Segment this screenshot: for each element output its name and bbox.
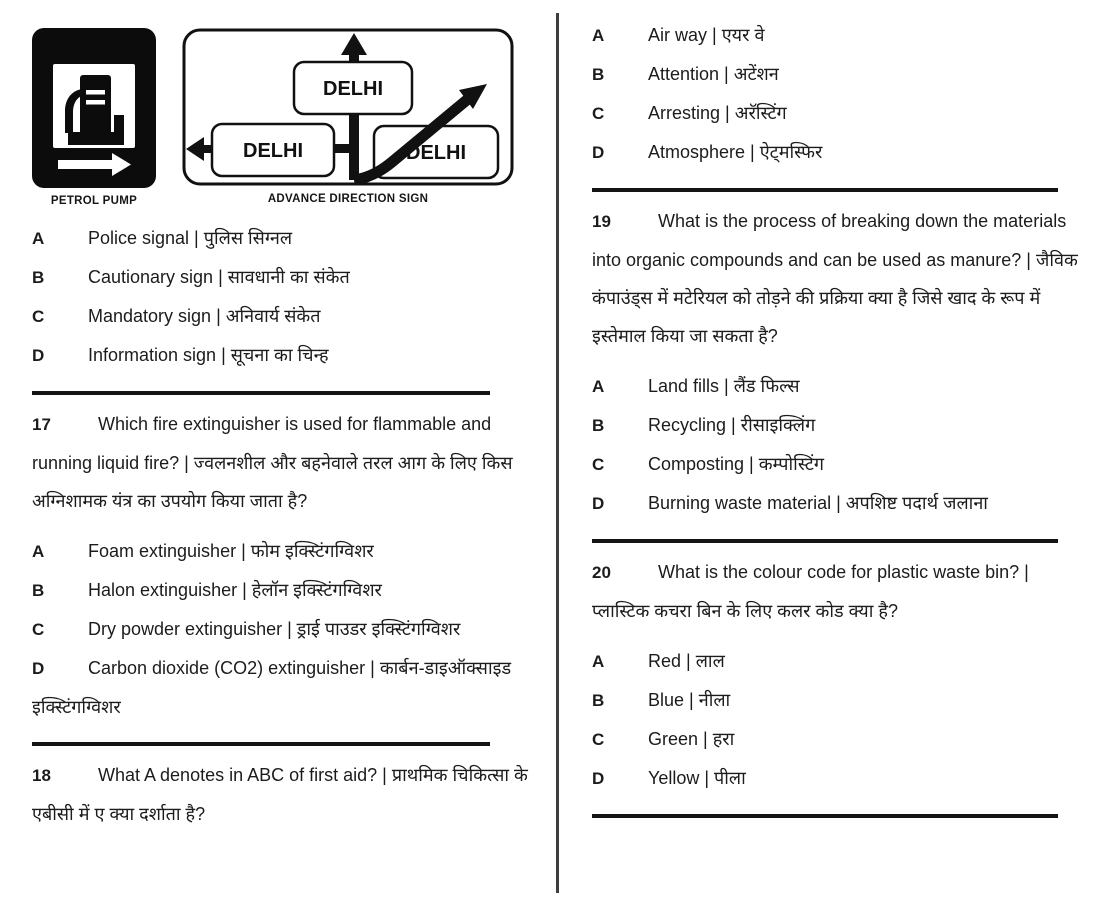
question-text: Which fire extinguisher is used for flammable and running liquid fire? | ज्वलनशील और बहनेवाले तरल आग के लिए किस अग्निशामक यंत्र का उपयोग किया जाता है? xyxy=(32,414,513,511)
q18-options xyxy=(592,16,1088,172)
option-row xyxy=(592,759,1088,798)
option-text: Composting | कम्पोस्टिंग xyxy=(648,454,825,474)
option-letter: C xyxy=(592,455,605,474)
option-text: Foam extinguisher | फोम इक्स्टिंगग्विशर xyxy=(88,541,374,561)
option-row xyxy=(592,681,1088,720)
q20-options xyxy=(592,642,1088,798)
option-row xyxy=(592,406,1088,445)
q17-options xyxy=(32,532,528,726)
option-letter: C xyxy=(32,620,45,639)
option-letter: D xyxy=(32,659,45,678)
q19-options xyxy=(592,367,1088,523)
option-text: Mandatory sign | अनिवार्य संकेत xyxy=(88,306,321,326)
separator xyxy=(592,814,1058,818)
option-text: Burning waste material | अपशिष्ट पदार्थ जलाना xyxy=(648,493,988,513)
option-letter: A xyxy=(32,229,45,248)
option-letter: D xyxy=(592,143,605,162)
separator xyxy=(32,742,490,746)
option-text: Carbon dioxide (CO2) extinguisher | कार्बन-डाइऑक्साइड इक्स्टिंगग्विशर xyxy=(32,658,512,717)
question-text: What is the colour code for plastic waste bin? | प्लास्टिक कचरा बिन के लिए कलर कोड क्या है? xyxy=(592,562,1029,621)
option-text: Recycling | रीसाइक्लिंग xyxy=(648,415,816,435)
option-text: Dry powder extinguisher | ड्राई पाउडर इक्स्टिंगग्विशर xyxy=(88,619,461,639)
option-letter: D xyxy=(592,494,605,513)
option-letter: C xyxy=(592,730,605,749)
question-18 xyxy=(32,756,528,833)
option-letter: B xyxy=(32,581,45,600)
question-number: 20 xyxy=(592,563,611,582)
question-17 xyxy=(32,405,528,520)
delhi-box-top: DELHI xyxy=(323,78,383,100)
petrol-pump-sign xyxy=(32,28,156,207)
question-text: What A denotes in ABC of first aid? | प्राथमिक चिकित्सा के एबीसी में ए क्या दर्शाता है? xyxy=(32,765,528,824)
option-letter: B xyxy=(592,416,605,435)
option-row xyxy=(592,720,1088,759)
option-letter: B xyxy=(592,691,605,710)
option-text: Air way | एयर वे xyxy=(648,25,765,45)
option-text: Green | हरा xyxy=(648,729,735,749)
option-letter: A xyxy=(592,377,605,396)
option-row xyxy=(32,532,528,571)
separator xyxy=(32,391,490,395)
option-letter: D xyxy=(32,346,45,365)
option-text: Cautionary sign | सावधानी का संकेत xyxy=(88,267,350,287)
q16-options xyxy=(32,219,528,375)
option-row xyxy=(592,642,1088,681)
option-row xyxy=(32,649,528,726)
option-letter: A xyxy=(592,652,605,671)
option-text: Halon extinguisher | हेलॉन इक्स्टिंगग्विशर xyxy=(88,580,382,600)
petrol-pump-label: PETROL PUMP xyxy=(50,195,138,207)
option-row xyxy=(32,219,528,258)
option-text: Red | लाल xyxy=(648,651,725,671)
option-text: Arresting | अरॅस्टिंग xyxy=(648,103,787,123)
option-row xyxy=(32,571,528,610)
option-letter: C xyxy=(592,104,605,123)
option-row xyxy=(32,336,528,375)
option-letter: B xyxy=(592,65,605,84)
question-text: What is the process of breaking down the materials into organic compounds and can be used as manure? | जैविक कंपाउंड्स में मटेरियल को तोड़ने की प्रक्रिया क्या है जिसे खाद के रूप में इस्तेमाल किया जा सकता है? xyxy=(592,211,1078,346)
option-text: Attention | अटेंशन xyxy=(648,64,779,84)
question-20 xyxy=(592,553,1088,630)
separator xyxy=(592,539,1058,543)
option-text: Land fills | लैंड फिल्स xyxy=(648,376,800,396)
option-text: Yellow | पीला xyxy=(648,768,746,788)
option-letter: D xyxy=(592,769,605,788)
option-letter: B xyxy=(32,268,45,287)
option-text: Atmosphere | ऐट्मस्फिर xyxy=(648,142,823,162)
option-row xyxy=(32,610,528,649)
option-row xyxy=(592,55,1088,94)
option-letter: C xyxy=(32,307,45,326)
question-number: 18 xyxy=(32,766,51,785)
separator xyxy=(592,188,1058,192)
option-text: Information sign | सूचना का चिन्ह xyxy=(88,345,329,365)
option-text: Blue | नीला xyxy=(648,690,731,710)
left-column xyxy=(32,0,528,837)
advance-direction-sign xyxy=(182,28,514,205)
question-number: 17 xyxy=(32,415,51,434)
advance-direction-icon xyxy=(182,28,514,186)
delhi-box-left: DELHI xyxy=(243,140,303,162)
question-19 xyxy=(592,202,1088,355)
option-row xyxy=(592,16,1088,55)
option-row xyxy=(592,94,1088,133)
question-number: 19 xyxy=(592,212,611,231)
right-column xyxy=(592,0,1088,828)
option-letter: A xyxy=(592,26,605,45)
option-row xyxy=(592,445,1088,484)
advance-direction-label: ADVANCE DIRECTION SIGN xyxy=(267,193,429,205)
option-row xyxy=(592,133,1088,172)
option-row xyxy=(592,367,1088,406)
option-text: Police signal | पुलिस सिग्नल xyxy=(88,228,293,248)
option-row xyxy=(32,258,528,297)
delhi-box-right: DELHI xyxy=(406,142,466,164)
sign-images-row xyxy=(32,28,528,207)
option-row xyxy=(32,297,528,336)
column-divider xyxy=(556,13,559,893)
option-row xyxy=(592,484,1088,523)
petrol-pump-icon xyxy=(32,28,156,188)
option-letter: A xyxy=(32,542,45,561)
